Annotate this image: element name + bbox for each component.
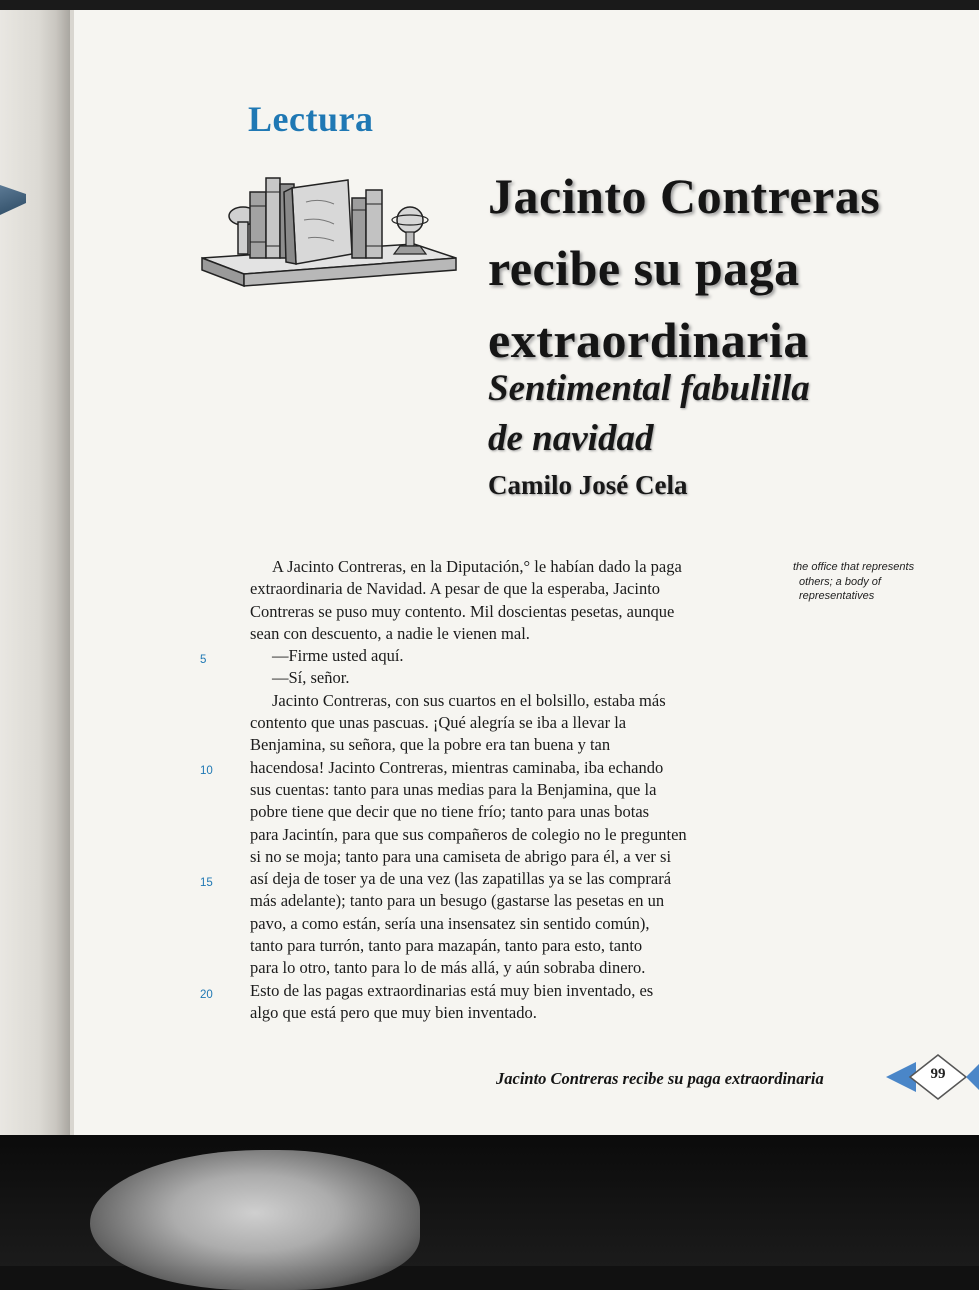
- body-line: Benjamina, su señora, que la pobre era tan buena y tan: [250, 735, 611, 755]
- line-number: 20: [200, 989, 213, 1001]
- subtitle-line: de navidad: [488, 418, 654, 459]
- book-gutter: [0, 10, 70, 1135]
- story-subtitle: [488, 364, 810, 464]
- body-line: hacendosa! Jacinto Contreras, mientras caminaba, iba echando: [250, 757, 664, 777]
- body-line: para lo otro, tanto para lo de más allá, y aún sobraba dinero.: [250, 958, 646, 978]
- fabric-photo-edge: [90, 1150, 420, 1290]
- body-line: sean con descuento, a nadie le vienen mal.: [250, 623, 530, 643]
- body-line: para Jacintín, para que sus compañeros de colegio no le pregunten: [250, 824, 687, 844]
- body-line: tanto para turrón, tanto para mazapán, tanto para esto, tanto: [250, 936, 643, 956]
- story-title: [488, 160, 880, 376]
- title-line: extraordinaria: [488, 312, 809, 368]
- body-line: si no se moja; tanto para una camiseta de abrigo para él, a ver si: [250, 846, 672, 866]
- body-line: pavo, a como están, sería una insensatez sin sentido común),: [250, 913, 650, 933]
- body-line: sus cuentas: tanto para unas medias para la Benjamina, que la: [250, 779, 657, 799]
- body-line: extraordinaria de Navidad. A pesar de que la esperaba, Jacinto: [250, 579, 661, 599]
- gloss-line: representatives: [799, 590, 875, 602]
- subtitle-line: Sentimental fabulilla: [488, 368, 810, 409]
- body-line: más adelante); tanto para un besugo (gastarse las pesetas en un: [250, 891, 665, 911]
- gloss-line: the office that represents: [793, 561, 915, 573]
- body-line: algo que está pero que muy bien inventado.: [250, 1002, 537, 1022]
- body-line: Contreras se puso muy contento. Mil doscientas pesetas, aunque: [250, 601, 675, 621]
- body-line: Jacinto Contreras, con sus cuartos en el bolsillo, estaba más: [272, 690, 666, 710]
- section-label: Lectura: [248, 99, 374, 139]
- body-line: Esto de las pagas extraordinarias está muy bien inventado, es: [250, 980, 654, 1000]
- title-line: recibe su paga: [488, 240, 800, 296]
- gloss-line: others; a body of: [799, 575, 881, 588]
- body-line: contento que unas pascuas. ¡Qué alegría se iba a llevar la: [250, 713, 627, 733]
- body-line: pobre tiene que decir que no tiene frío; tanto para unas botas: [250, 802, 650, 822]
- body-line: así deja de toser ya de una vez (las zapatillas ya se las comprará: [250, 869, 672, 889]
- story-body: [250, 556, 770, 1024]
- margin-gloss: [793, 560, 914, 604]
- page-number: 99: [930, 1066, 946, 1082]
- body-line: —Sí, señor.: [272, 668, 350, 688]
- title-line: Jacinto Contreras: [488, 168, 881, 224]
- line-number: 15: [200, 877, 213, 889]
- running-footer-title: Jacinto Contreras recibe su paga extraordinaria: [496, 1069, 824, 1088]
- body-line: A Jacinto Contreras, en la Diputación,° le habían dado la paga: [272, 557, 682, 576]
- line-number: 5: [200, 654, 207, 666]
- author-name: Camilo José Cela: [488, 470, 688, 500]
- body-line: —Firme usted aquí.: [272, 646, 404, 666]
- gutter-line: [70, 10, 74, 1135]
- bookshelf-with-books-icon: [188, 158, 468, 303]
- line-number: 10: [200, 765, 213, 777]
